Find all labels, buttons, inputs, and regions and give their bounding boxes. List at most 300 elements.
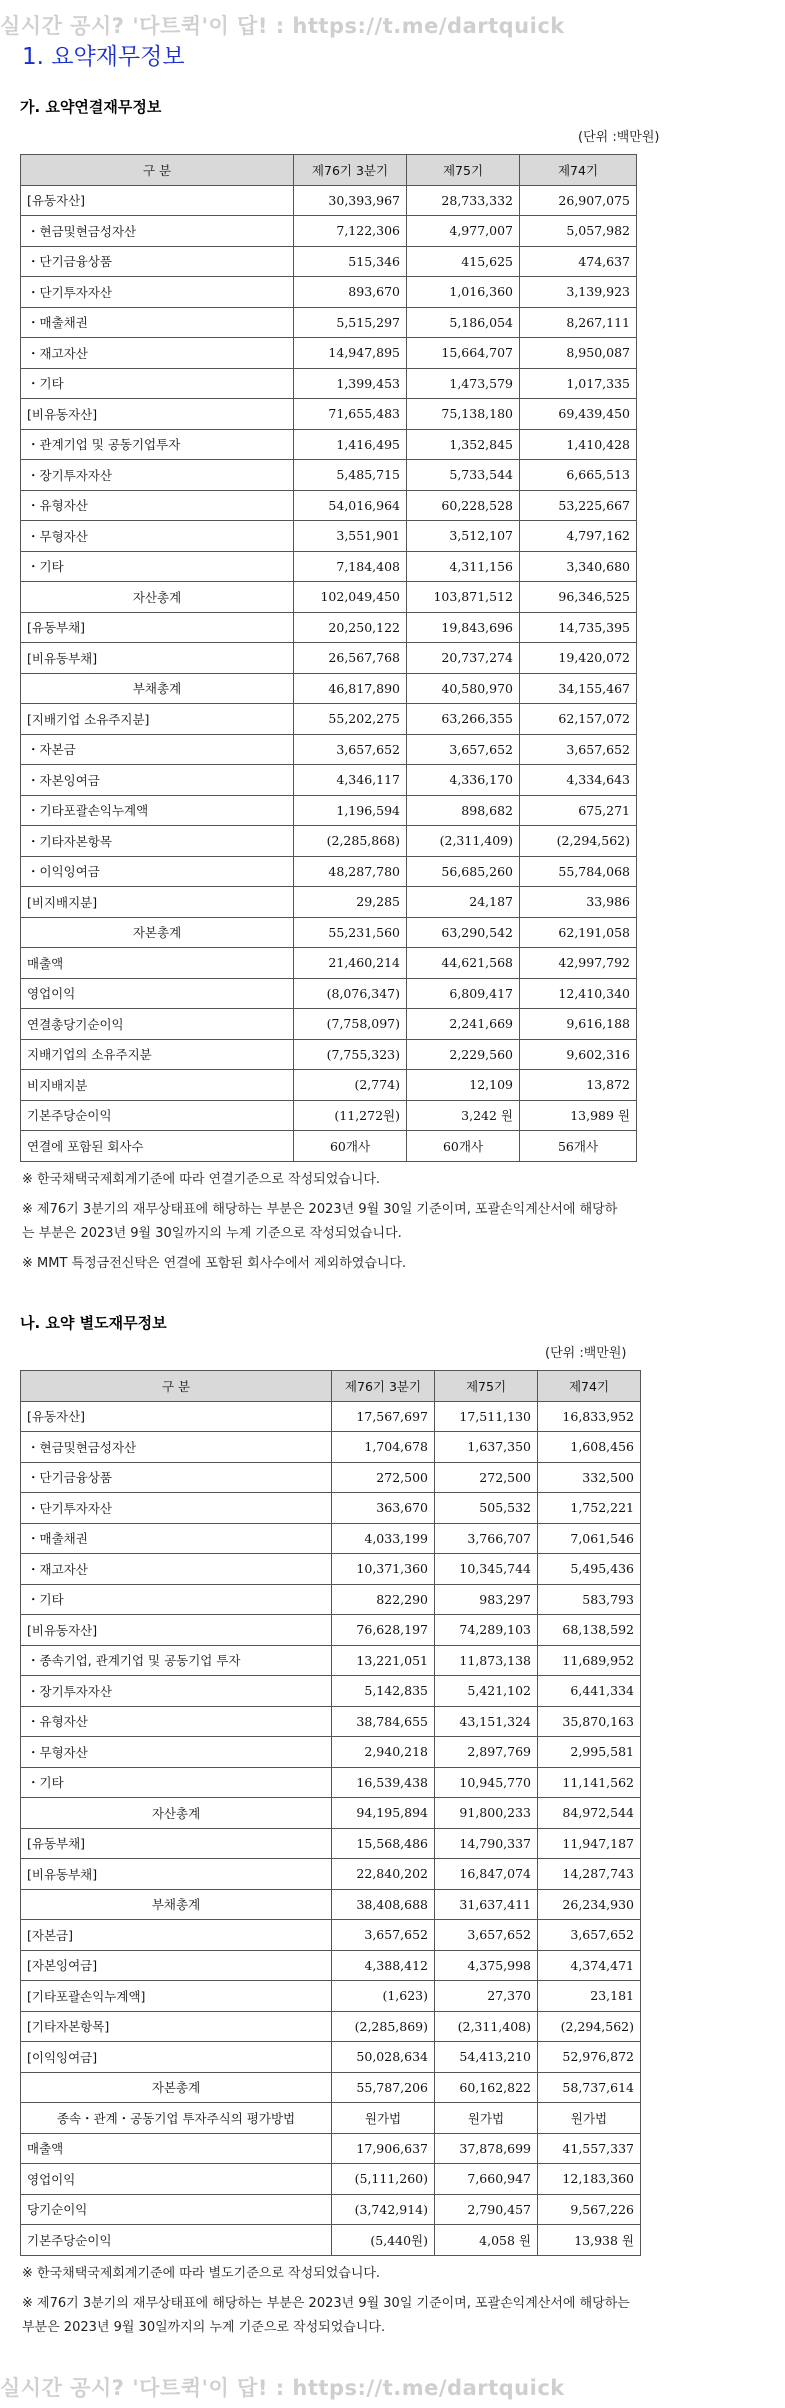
- table-row: [21, 1828, 641, 1859]
- cell-value: 3,657,652: [520, 734, 637, 765]
- watermark-top: 실시간 공시? '다트퀵'이 답! : https://t.me/dartquick: [0, 14, 565, 38]
- cell-value: 42,997,792: [520, 948, 637, 979]
- cell-value: 15,664,707: [407, 338, 520, 369]
- table-row: [21, 734, 637, 765]
- cell-value: (8,076,347): [294, 978, 407, 1009]
- cell-value: 33,986: [520, 887, 637, 918]
- cell-value: 6,441,334: [538, 1676, 641, 1707]
- cell-value: 8,267,111: [520, 307, 637, 338]
- cell-value: 3,551,901: [294, 521, 407, 552]
- cell-value: 3,657,652: [332, 1920, 435, 1951]
- cell-value: 1,399,453: [294, 368, 407, 399]
- row-label: ・자본잉여금: [21, 765, 294, 796]
- table-row: [21, 2042, 641, 2073]
- cell-value: 3,242 원: [407, 1100, 520, 1131]
- cell-value: 983,297: [435, 1584, 538, 1615]
- row-label: 자본총계: [21, 917, 294, 948]
- row-label: [비유동부채]: [21, 1859, 332, 1890]
- cell-value: 4,058 원: [435, 2225, 538, 2256]
- cell-value: 30,393,967: [294, 185, 407, 216]
- table-row: [21, 2164, 641, 2195]
- cell-value: 1,704,678: [332, 1432, 435, 1463]
- table-row: [21, 1798, 641, 1829]
- cell-value: 12,410,340: [520, 978, 637, 1009]
- cell-value: 60개사: [407, 1131, 520, 1162]
- table-row: [21, 1920, 641, 1951]
- table-row: [21, 216, 637, 247]
- cell-value: 272,500: [332, 1462, 435, 1493]
- cell-value: 583,793: [538, 1584, 641, 1615]
- row-label: 비지배지분: [21, 1070, 294, 1101]
- cell-value: 4,336,170: [407, 765, 520, 796]
- cell-value: 27,370: [435, 1981, 538, 2012]
- row-label: ・기타자본항목: [21, 826, 294, 857]
- row-label: 자본총계: [21, 2072, 332, 2103]
- table-row: [21, 338, 637, 369]
- row-label: ・관계기업 및 공동기업투자: [21, 429, 294, 460]
- table-row: [21, 2133, 641, 2164]
- cell-value: (2,294,562): [538, 2011, 641, 2042]
- cell-value: 3,657,652: [435, 1920, 538, 1951]
- table-row: [21, 1615, 641, 1646]
- table-row: [21, 1767, 641, 1798]
- table-row: [21, 490, 637, 521]
- cell-value: 332,500: [538, 1462, 641, 1493]
- row-label: ・매출채권: [21, 1523, 332, 1554]
- separate-notes: [22, 2262, 632, 2346]
- table-row: [21, 643, 637, 674]
- table-row: [21, 1950, 641, 1981]
- cell-value: 5,057,982: [520, 216, 637, 247]
- table-row: [21, 1401, 641, 1432]
- table-row: [21, 826, 637, 857]
- cell-value: 1,637,350: [435, 1432, 538, 1463]
- note-text: ※ 한국채택국제회계기준에 따라 연결기준으로 작성되었습니다.: [22, 1172, 381, 1187]
- row-label: 기본주당순이익: [21, 1100, 294, 1131]
- consolidated-heading: 가. 요약연결재무정보: [20, 98, 162, 116]
- cell-value: 10,371,360: [332, 1554, 435, 1585]
- table-row: [21, 1554, 641, 1585]
- header-category: 구 분: [21, 155, 294, 186]
- cell-value: 원가법: [538, 2103, 641, 2134]
- cell-value: (11,272원): [294, 1100, 407, 1131]
- cell-value: 5,495,436: [538, 1554, 641, 1585]
- row-label: [지배기업 소유주지분]: [21, 704, 294, 735]
- cell-value: 28,733,332: [407, 185, 520, 216]
- cell-value: 102,049,450: [294, 582, 407, 613]
- cell-value: (2,294,562): [520, 826, 637, 857]
- cell-value: 515,346: [294, 246, 407, 277]
- row-label: ・기타: [21, 1767, 332, 1798]
- cell-value: 17,567,697: [332, 1401, 435, 1432]
- cell-value: 13,221,051: [332, 1645, 435, 1676]
- separate-heading: 나. 요약 별도재무정보: [20, 1314, 167, 1332]
- cell-value: 91,800,233: [435, 1798, 538, 1829]
- cell-value: 68,138,592: [538, 1615, 641, 1646]
- table-row: [21, 856, 637, 887]
- header-75: 제75기: [407, 155, 520, 186]
- cell-value: 34,155,467: [520, 673, 637, 704]
- table-row: [21, 2225, 641, 2256]
- cell-value: 54,413,210: [435, 2042, 538, 2073]
- cell-value: 15,568,486: [332, 1828, 435, 1859]
- cell-value: 62,157,072: [520, 704, 637, 735]
- table-row: [21, 2103, 641, 2134]
- cell-value: 54,016,964: [294, 490, 407, 521]
- cell-value: 76,628,197: [332, 1615, 435, 1646]
- cell-value: 48,287,780: [294, 856, 407, 887]
- row-label: [자본금]: [21, 1920, 332, 1951]
- table-row: [21, 1131, 637, 1162]
- table-row: [21, 1523, 641, 1554]
- table-row: [21, 460, 637, 491]
- cell-value: 1,752,221: [538, 1493, 641, 1524]
- row-label: 기본주당순이익: [21, 2225, 332, 2256]
- cell-value: 26,567,768: [294, 643, 407, 674]
- cell-value: 898,682: [407, 795, 520, 826]
- cell-value: 2,940,218: [332, 1737, 435, 1768]
- cell-value: (2,311,408): [435, 2011, 538, 2042]
- table-row: [21, 1645, 641, 1676]
- cell-value: 9,602,316: [520, 1039, 637, 1070]
- table-row: [21, 795, 637, 826]
- cell-value: 9,616,188: [520, 1009, 637, 1040]
- cell-value: 74,289,103: [435, 1615, 538, 1646]
- table-row: [21, 917, 637, 948]
- cell-value: 11,873,138: [435, 1645, 538, 1676]
- cell-value: 3,340,680: [520, 551, 637, 582]
- cell-value: 53,225,667: [520, 490, 637, 521]
- cell-value: 3,766,707: [435, 1523, 538, 1554]
- cell-value: 13,989 원: [520, 1100, 637, 1131]
- cell-value: 1,473,579: [407, 368, 520, 399]
- row-label: ・재고자산: [21, 1554, 332, 1585]
- table-header-row: [21, 155, 637, 186]
- consolidated-table: [20, 154, 637, 1162]
- cell-value: 55,202,275: [294, 704, 407, 735]
- table-row: [21, 612, 637, 643]
- cell-value: 43,151,324: [435, 1706, 538, 1737]
- table-row: [21, 246, 637, 277]
- row-label: 연결에 포함된 회사수: [21, 1131, 294, 1162]
- cell-value: 16,847,074: [435, 1859, 538, 1890]
- cell-value: 19,843,696: [407, 612, 520, 643]
- cell-value: (5,440원): [332, 2225, 435, 2256]
- cell-value: 17,511,130: [435, 1401, 538, 1432]
- cell-value: 35,870,163: [538, 1706, 641, 1737]
- cell-value: (7,758,097): [294, 1009, 407, 1040]
- row-label: 종속・관계・공동기업 투자주식의 평가방법: [21, 2103, 332, 2134]
- cell-value: 16,539,438: [332, 1767, 435, 1798]
- cell-value: 4,346,117: [294, 765, 407, 796]
- row-label: 영업이익: [21, 2164, 332, 2195]
- note-text: ※ MMT 특정금전신탁은 연결에 포함된 회사수에서 제외하였습니다.: [22, 1256, 407, 1271]
- cell-value: 4,033,199: [332, 1523, 435, 1554]
- row-label: ・자본금: [21, 734, 294, 765]
- table-row: [21, 1070, 637, 1101]
- consolidated-notes: [22, 1168, 622, 1282]
- cell-value: 19,420,072: [520, 643, 637, 674]
- row-label: ・단기투자자산: [21, 277, 294, 308]
- cell-value: 5,515,297: [294, 307, 407, 338]
- header-74: 제74기: [538, 1371, 641, 1402]
- cell-value: 9,567,226: [538, 2194, 641, 2225]
- cell-value: 1,196,594: [294, 795, 407, 826]
- cell-value: 29,285: [294, 887, 407, 918]
- table-row: [21, 2072, 641, 2103]
- cell-value: 60,228,528: [407, 490, 520, 521]
- table-row: [21, 1706, 641, 1737]
- row-label: ・기타: [21, 551, 294, 582]
- table-row: [21, 1493, 641, 1524]
- cell-value: 1,416,495: [294, 429, 407, 460]
- table-row: [21, 948, 637, 979]
- cell-value: 2,790,457: [435, 2194, 538, 2225]
- row-label: [비유동자산]: [21, 1615, 332, 1646]
- cell-value: 4,977,007: [407, 216, 520, 247]
- table-row: [21, 1584, 641, 1615]
- table-row: [21, 1100, 637, 1131]
- table-row: [21, 765, 637, 796]
- table-row: [21, 1676, 641, 1707]
- cell-value: 103,871,512: [407, 582, 520, 613]
- cell-value: 46,817,890: [294, 673, 407, 704]
- row-label: ・단기투자자산: [21, 1493, 332, 1524]
- row-label: [유동자산]: [21, 185, 294, 216]
- cell-value: 58,737,614: [538, 2072, 641, 2103]
- cell-value: 56,685,260: [407, 856, 520, 887]
- cell-value: 26,907,075: [520, 185, 637, 216]
- cell-value: (1,623): [332, 1981, 435, 2012]
- table-row: [21, 2011, 641, 2042]
- row-label: ・무형자산: [21, 521, 294, 552]
- separate-table: [20, 1370, 641, 2256]
- row-label: [이익잉여금]: [21, 2042, 332, 2073]
- table-row: [21, 1009, 637, 1040]
- cell-value: (2,311,409): [407, 826, 520, 857]
- page-title: 1. 요약재무정보: [22, 44, 185, 70]
- cell-value: 21,460,214: [294, 948, 407, 979]
- cell-value: 52,976,872: [538, 2042, 641, 2073]
- table-row: [21, 1981, 641, 2012]
- cell-value: 6,809,417: [407, 978, 520, 1009]
- table-row: [21, 307, 637, 338]
- cell-value: 63,290,542: [407, 917, 520, 948]
- row-label: ・이익잉여금: [21, 856, 294, 887]
- row-label: 자산총계: [21, 582, 294, 613]
- table-row: [21, 1039, 637, 1070]
- cell-value: 38,784,655: [332, 1706, 435, 1737]
- row-label: ・재고자산: [21, 338, 294, 369]
- cell-value: 272,500: [435, 1462, 538, 1493]
- table-row: [21, 1462, 641, 1493]
- note-text: ※ 제76기 3분기의 재무상태표에 해당하는 부분은 2023년 9월 30일 기준이며, 포괄손익계산서에 해당하는 부분은 2023년 9월 30일까지의 누계 기준으로 작성되었습니다.: [22, 2296, 630, 2335]
- cell-value: 474,637: [520, 246, 637, 277]
- table-row: [21, 1432, 641, 1463]
- cell-value: 16,833,952: [538, 1401, 641, 1432]
- cell-value: 22,840,202: [332, 1859, 435, 1890]
- separate-unit: (단위 :백만원): [545, 1346, 627, 1361]
- cell-value: (2,285,869): [332, 2011, 435, 2042]
- row-label: ・장기투자자산: [21, 460, 294, 491]
- cell-value: 3,657,652: [538, 1920, 641, 1951]
- row-label: ・매출채권: [21, 307, 294, 338]
- table-row: [21, 521, 637, 552]
- cell-value: 26,234,930: [538, 1889, 641, 1920]
- cell-value: 50,028,634: [332, 2042, 435, 2073]
- header-75: 제75기: [435, 1371, 538, 1402]
- cell-value: 62,191,058: [520, 917, 637, 948]
- row-label: ・유형자산: [21, 490, 294, 521]
- table-row: [21, 185, 637, 216]
- row-label: 자산총계: [21, 1798, 332, 1829]
- cell-value: 3,139,923: [520, 277, 637, 308]
- cell-value: 69,439,450: [520, 399, 637, 430]
- row-label: [비지배지분]: [21, 887, 294, 918]
- row-label: 지배기업의 소유주지분: [21, 1039, 294, 1070]
- cell-value: 893,670: [294, 277, 407, 308]
- cell-value: 363,670: [332, 1493, 435, 1524]
- cell-value: (5,111,260): [332, 2164, 435, 2195]
- note-text: ※ 제76기 3분기의 재무상태표에 해당하는 부분은 2023년 9월 30일 기준이며, 포괄손익계산서에 해당하는 부분은 2023년 9월 30일까지의 누계 기준으로 작성되었습니다.: [22, 1202, 618, 1241]
- row-label: 영업이익: [21, 978, 294, 1009]
- cell-value: 71,655,483: [294, 399, 407, 430]
- cell-value: 10,945,770: [435, 1767, 538, 1798]
- table-header-row: [21, 1371, 641, 1402]
- row-label: [비유동자산]: [21, 399, 294, 430]
- table-row: [21, 399, 637, 430]
- cell-value: 2,897,769: [435, 1737, 538, 1768]
- table-row: [21, 673, 637, 704]
- cell-value: 44,621,568: [407, 948, 520, 979]
- cell-value: 4,388,412: [332, 1950, 435, 1981]
- cell-value: 4,334,643: [520, 765, 637, 796]
- cell-value: (2,285,868): [294, 826, 407, 857]
- cell-value: 14,790,337: [435, 1828, 538, 1859]
- cell-value: 5,186,054: [407, 307, 520, 338]
- cell-value: 5,142,835: [332, 1676, 435, 1707]
- row-label: ・무형자산: [21, 1737, 332, 1768]
- table-row: [21, 1859, 641, 1890]
- table-row: [21, 277, 637, 308]
- row-label: ・장기투자자산: [21, 1676, 332, 1707]
- row-label: [자본잉여금]: [21, 1950, 332, 1981]
- cell-value: (3,742,914): [332, 2194, 435, 2225]
- row-label: ・현금및현금성자산: [21, 216, 294, 247]
- cell-value: 7,660,947: [435, 2164, 538, 2195]
- header-q3-76: 제76기 3분기: [332, 1371, 435, 1402]
- cell-value: 1,017,335: [520, 368, 637, 399]
- cell-value: 84,972,544: [538, 1798, 641, 1829]
- table-row: [21, 1889, 641, 1920]
- row-label: [유동자산]: [21, 1401, 332, 1432]
- watermark-bottom: 실시간 공시? '다트퀵'이 답! : https://t.me/dartquick: [0, 2376, 565, 2400]
- table-row: [21, 429, 637, 460]
- row-label: ・기타: [21, 1584, 332, 1615]
- header-q3-76: 제76기 3분기: [294, 155, 407, 186]
- cell-value: 5,733,544: [407, 460, 520, 491]
- cell-value: 14,287,743: [538, 1859, 641, 1890]
- cell-value: 60개사: [294, 1131, 407, 1162]
- cell-value: 20,737,274: [407, 643, 520, 674]
- cell-value: 3,657,652: [294, 734, 407, 765]
- row-label: ・기타: [21, 368, 294, 399]
- cell-value: 37,878,699: [435, 2133, 538, 2164]
- cell-value: 2,241,669: [407, 1009, 520, 1040]
- cell-value: 75,138,180: [407, 399, 520, 430]
- table-row: [21, 887, 637, 918]
- cell-value: 11,141,562: [538, 1767, 641, 1798]
- cell-value: 원가법: [435, 2103, 538, 2134]
- cell-value: 3,657,652: [407, 734, 520, 765]
- table-row: [21, 1737, 641, 1768]
- cell-value: 1,410,428: [520, 429, 637, 460]
- cell-value: 56개사: [520, 1131, 637, 1162]
- cell-value: 14,947,895: [294, 338, 407, 369]
- cell-value: 23,181: [538, 1981, 641, 2012]
- cell-value: 31,637,411: [435, 1889, 538, 1920]
- cell-value: 415,625: [407, 246, 520, 277]
- consolidated-unit: (단위 :백만원): [578, 130, 660, 145]
- cell-value: 1,016,360: [407, 277, 520, 308]
- cell-value: 4,311,156: [407, 551, 520, 582]
- table-row: [21, 368, 637, 399]
- row-label: [유동부채]: [21, 1828, 332, 1859]
- row-label: ・유형자산: [21, 1706, 332, 1737]
- cell-value: 60,162,822: [435, 2072, 538, 2103]
- cell-value: 13,938 원: [538, 2225, 641, 2256]
- cell-value: 7,122,306: [294, 216, 407, 247]
- cell-value: 7,061,546: [538, 1523, 641, 1554]
- cell-value: 5,485,715: [294, 460, 407, 491]
- cell-value: 11,947,187: [538, 1828, 641, 1859]
- cell-value: 2,229,560: [407, 1039, 520, 1070]
- cell-value: 41,557,337: [538, 2133, 641, 2164]
- cell-value: 11,689,952: [538, 1645, 641, 1676]
- cell-value: 675,271: [520, 795, 637, 826]
- cell-value: 4,375,998: [435, 1950, 538, 1981]
- cell-value: 13,872: [520, 1070, 637, 1101]
- cell-value: 12,109: [407, 1070, 520, 1101]
- row-label: [기타자본항목]: [21, 2011, 332, 2042]
- cell-value: 원가법: [332, 2103, 435, 2134]
- row-label: [비유동부채]: [21, 643, 294, 674]
- cell-value: 505,532: [435, 1493, 538, 1524]
- cell-value: 8,950,087: [520, 338, 637, 369]
- header-74: 제74기: [520, 155, 637, 186]
- cell-value: 4,374,471: [538, 1950, 641, 1981]
- note-text: ※ 한국채택국제회계기준에 따라 별도기준으로 작성되었습니다.: [22, 2266, 381, 2281]
- cell-value: 63,266,355: [407, 704, 520, 735]
- row-label: ・종속기업, 관계기업 및 공동기업 투자: [21, 1645, 332, 1676]
- cell-value: 55,231,560: [294, 917, 407, 948]
- cell-value: 6,665,513: [520, 460, 637, 491]
- table-row: [21, 2194, 641, 2225]
- cell-value: 17,906,637: [332, 2133, 435, 2164]
- cell-value: 7,184,408: [294, 551, 407, 582]
- cell-value: (2,774): [294, 1070, 407, 1101]
- row-label: 매출액: [21, 948, 294, 979]
- table-row: [21, 704, 637, 735]
- row-label: 부채총계: [21, 673, 294, 704]
- table-row: [21, 978, 637, 1009]
- cell-value: 96,346,525: [520, 582, 637, 613]
- cell-value: 1,352,845: [407, 429, 520, 460]
- cell-value: (7,755,323): [294, 1039, 407, 1070]
- row-label: 연결총당기순이익: [21, 1009, 294, 1040]
- row-label: ・기타포괄손익누계액: [21, 795, 294, 826]
- cell-value: 38,408,688: [332, 1889, 435, 1920]
